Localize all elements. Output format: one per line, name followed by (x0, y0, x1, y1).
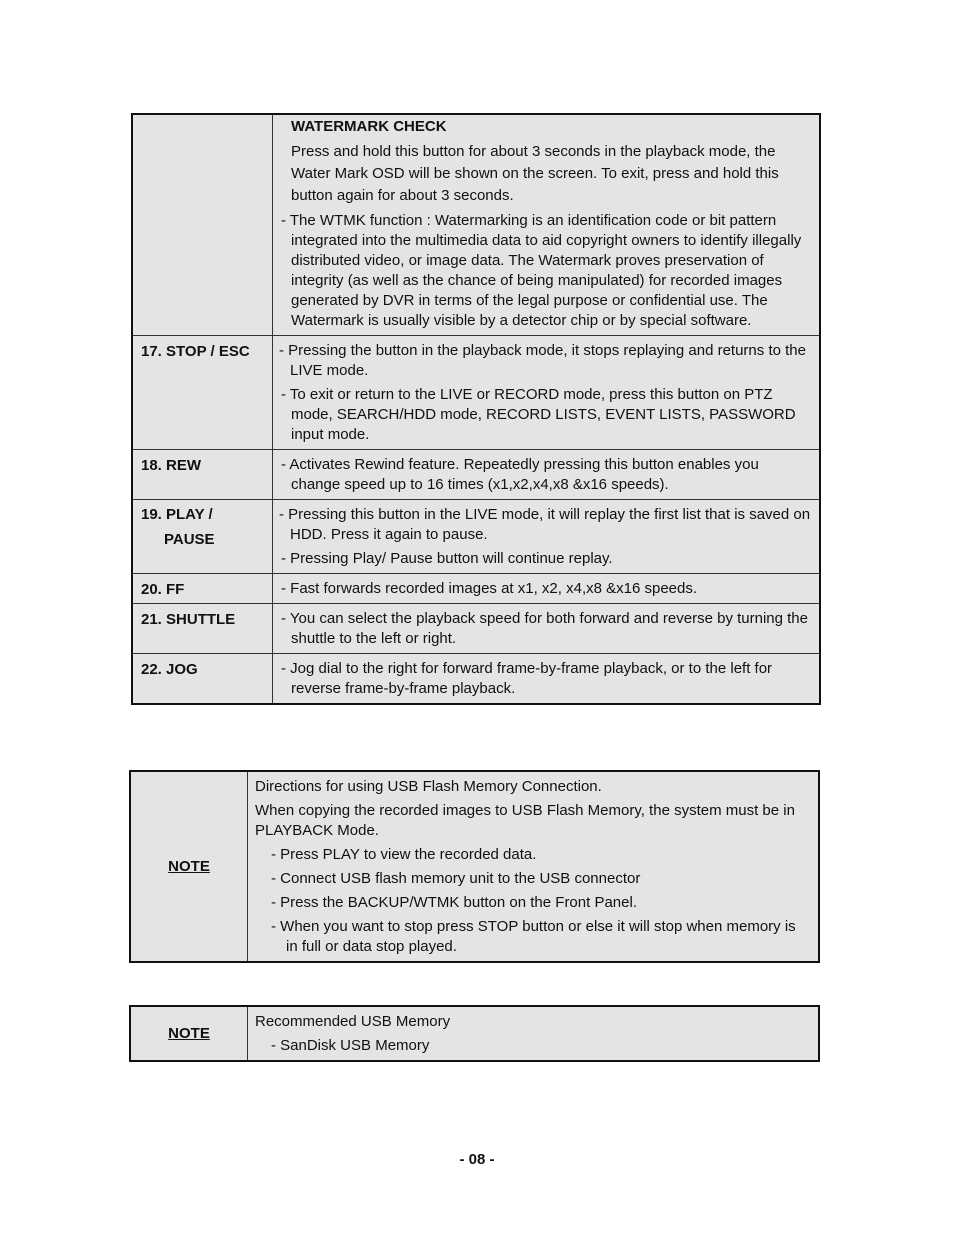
note-content (248, 1006, 820, 1061)
table-row (132, 114, 820, 336)
watermark-text: Press and hold this button for about 3 seconds in the playback mode, the Water Mark OSD will be shown on the screen. To exit, press and hold this button again for about 3 seconds. (291, 143, 779, 204)
note-label: NOTE (130, 771, 248, 962)
note-label: NOTE (130, 1006, 248, 1061)
table-row (132, 450, 820, 500)
row-label: 18. REW (132, 450, 273, 500)
note-step: - Press PLAY to view the recorded data. (271, 846, 537, 863)
row-label: 17. STOP / ESC (132, 336, 273, 450)
description-line: - Jog dial to the right for forward frame-by-frame playback, or to the left for reverse frame-by-frame playback. (281, 660, 773, 697)
row-label-line: PAUSE (164, 531, 215, 548)
row-label: 21. SHUTTLE (132, 604, 273, 654)
watermark-heading: WATERMARK CHECK (291, 118, 447, 135)
note-item: - SanDisk USB Memory (271, 1037, 430, 1054)
row-description (273, 574, 821, 604)
row-description (273, 114, 821, 336)
usb-directions-note-box (129, 770, 820, 963)
note-content (248, 771, 820, 962)
row-description (273, 500, 821, 574)
description-line: - Activates Rewind feature. Repeatedly pressing this button enables you change speed up to 16 times (x1,x2,x4,x8 &x16 speeds). (281, 456, 759, 493)
row-description (273, 450, 821, 500)
description-line: - Fast forwards recorded images at x1, x2, x4,x8 &x16 speeds. (281, 580, 698, 597)
row-label: 20. FF (132, 574, 273, 604)
table-row (132, 604, 820, 654)
note-line: Directions for using USB Flash Memory Connection. (255, 778, 602, 795)
table-row (132, 574, 820, 604)
row-label-empty (132, 114, 273, 336)
button-function-table (131, 113, 821, 705)
wtmk-function-note: - The WTMK function : Watermarking is an identification code or bit pattern integrated into the multimedia data to aid copyright owners to identify illegally distributed video, or image data. The Watermark proves preservation of integrity (as well as the chance of being manipulated) for recorded images generated by DVR in terms of the legal purpose or confidential use. The Watermark is usually visible by a detector chip or by special software. (281, 212, 802, 329)
note-step: - Press the BACKUP/WTMK button on the Front Panel. (271, 894, 637, 911)
row-description (273, 604, 821, 654)
row-label (132, 500, 273, 574)
table-row (132, 500, 820, 574)
description-line: - Pressing the button in the playback mode, it stops replaying and returns to the LIVE mode. (279, 342, 806, 379)
note-step: - When you want to stop press STOP button or else it will stop when memory is in full or data stop played. (271, 918, 796, 955)
description-line: - Pressing Play/ Pause button will continue replay. (281, 550, 613, 567)
row-label: 22. JOG (132, 654, 273, 705)
note-line: When copying the recorded images to USB Flash Memory, the system must be in PLAYBACK Mode. (255, 802, 795, 839)
table-row (130, 1006, 819, 1061)
recommended-usb-note-box (129, 1005, 820, 1062)
table-row (130, 771, 819, 962)
description-line: - You can select the playback speed for both forward and reverse by turning the shuttle to the left or right. (281, 610, 808, 647)
table-row (132, 654, 820, 705)
row-description (273, 336, 821, 450)
note-step: - Connect USB flash memory unit to the USB connector (271, 870, 641, 887)
table-row (132, 336, 820, 450)
description-line: - To exit or return to the LIVE or RECORD mode, press this button on PTZ mode, SEARCH/HDD mode, RECORD LISTS, EVENT LISTS, PASSWORD input mode. (281, 386, 796, 443)
note-line: Recommended USB Memory (255, 1013, 451, 1030)
row-label-line: 19. PLAY / (141, 506, 213, 523)
description-line: - Pressing this button in the LIVE mode, it will replay the first list that is saved on HDD. Press it again to pause. (279, 506, 811, 543)
page-number: - 08 - (459, 1151, 495, 1168)
row-description (273, 654, 821, 705)
